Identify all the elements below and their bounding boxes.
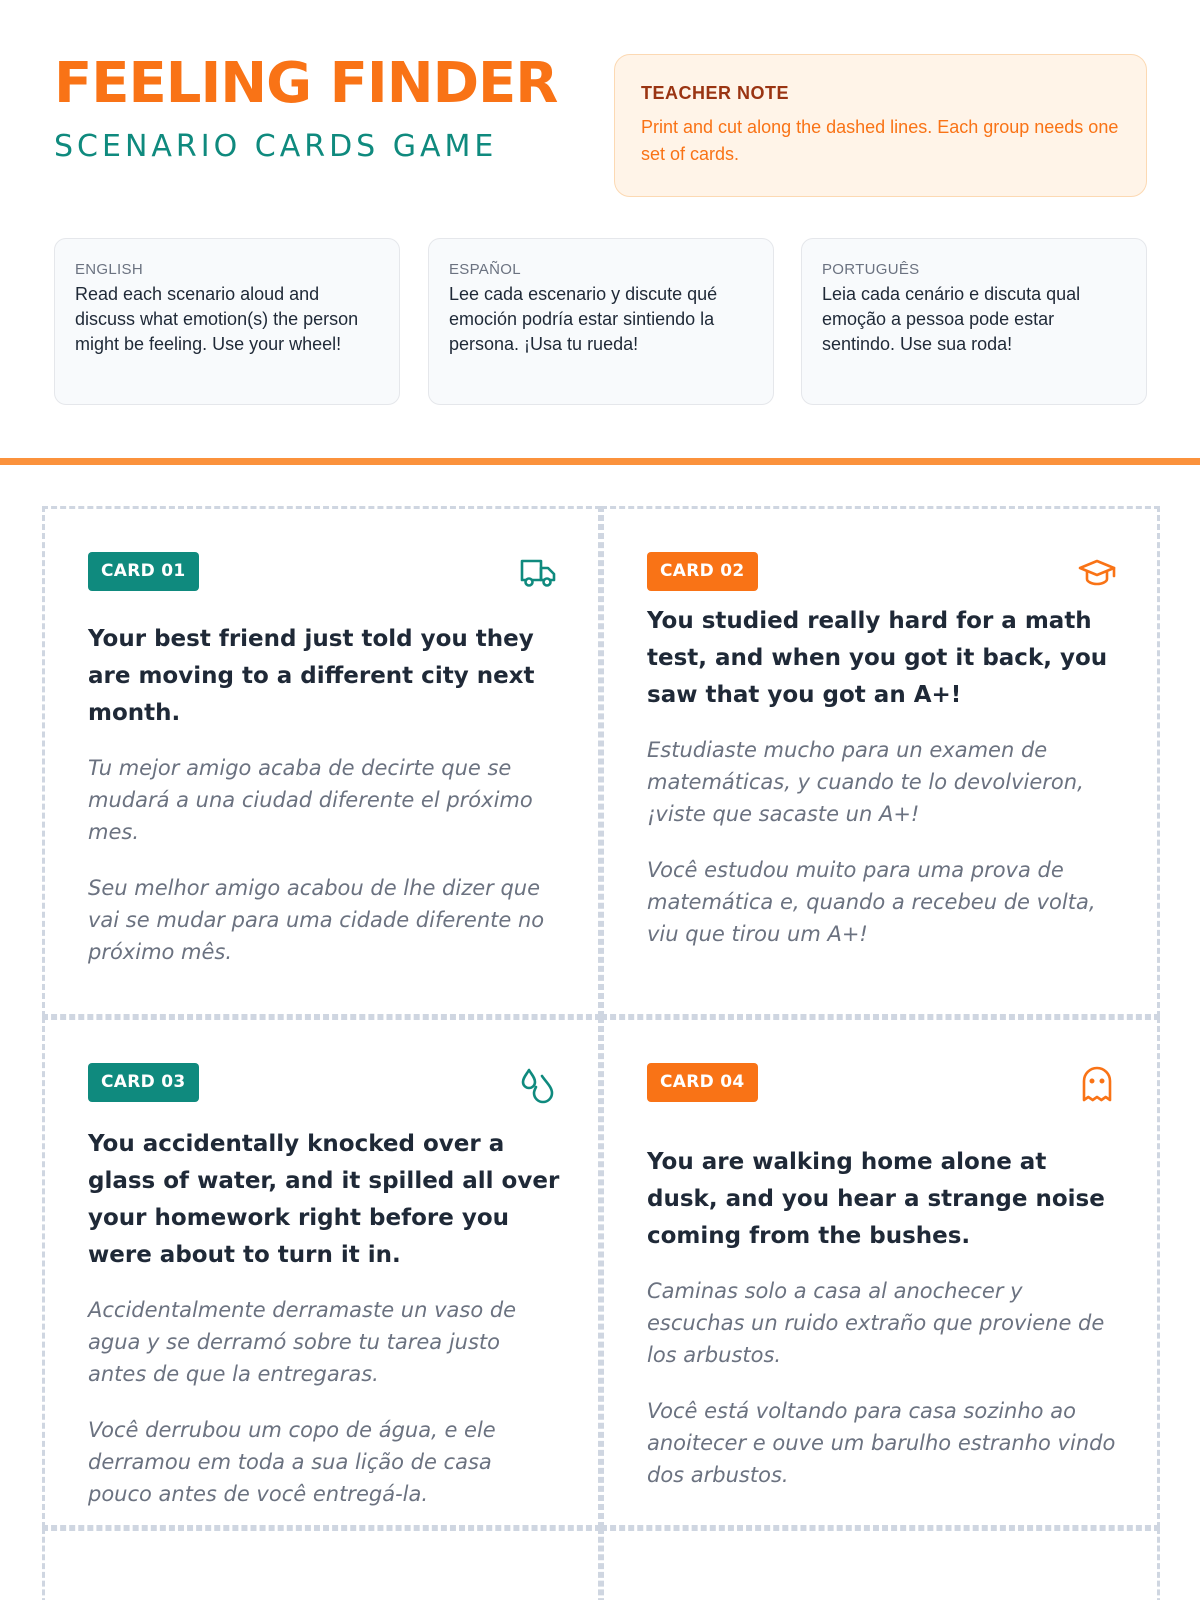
teacher-note [614, 54, 1147, 197]
scenario-portuguese: Seu melhor amigo acabou de lhe dizer que vai se mudar para uma cidade diferente no próximo mês. [88, 876, 545, 964]
ghost-icon [1077, 1064, 1117, 1104]
page-subtitle: SCENARIO CARDS GAME [54, 129, 498, 164]
card-text [88, 621, 562, 968]
instruction-portuguese [801, 238, 1147, 405]
instruction-label: ENGLISH [75, 261, 143, 278]
instruction-spanish [428, 238, 774, 405]
teacher-note-title: TEACHER NOTE [641, 83, 790, 103]
card-badge: CARD 04 [647, 1063, 758, 1102]
droplets-icon [518, 1064, 558, 1104]
page-header [0, 0, 1200, 465]
scenario-spanish: Estudiaste mucho para un examen de matemáticas, y cuando te lo devolvieron, ¡viste que sacaste un A+! [647, 738, 1084, 826]
instruction-text: Leia cada cenário e discuta qual emoção a pessoa pode estar sentindo. Use sua roda! [822, 284, 1081, 354]
card-badge: CARD 03 [88, 1063, 199, 1102]
card-badge: CARD 02 [647, 552, 758, 591]
card-text [88, 1126, 562, 1510]
scenario-card-02 [601, 506, 1160, 1017]
instruction-label: ESPAÑOL [449, 261, 521, 278]
scenario-english: You studied really hard for a math test, and when you got it back, you saw that you got an A+! [647, 608, 1108, 708]
scenario-spanish: Accidentalmente derramaste un vaso de agua y se derramó sobre tu tarea justo antes de que la entregaras. [88, 1298, 517, 1386]
graduation-cap-icon [1077, 553, 1117, 593]
instruction-english [54, 238, 400, 405]
scenario-card-01 [42, 506, 601, 1017]
card-text [647, 1144, 1121, 1491]
scenario-card-partial [42, 1528, 601, 1600]
teacher-note-body: Print and cut along the dashed lines. Each group needs one set of cards. [641, 117, 1119, 164]
instruction-label: PORTUGUÊS [822, 261, 920, 278]
card-badge: CARD 01 [88, 552, 199, 591]
scenario-card-04 [601, 1017, 1160, 1528]
page-title: FEELING FINDER [54, 51, 558, 116]
scenario-portuguese: Você está voltando para casa sozinho ao anoitecer e ouve um barulho estranho vindo dos arbustos. [647, 1399, 1116, 1487]
scenario-card-partial [601, 1528, 1160, 1600]
truck-icon [518, 553, 558, 593]
scenario-english: Your best friend just told you they are moving to a different city next month. [88, 626, 535, 726]
instruction-text: Read each scenario aloud and discuss what emotion(s) the person might be feeling. Use your wheel! [75, 284, 359, 354]
scenario-spanish: Caminas solo a casa al anochecer y escuchas un ruido extraño que proviene de los arbustos. [647, 1279, 1105, 1367]
scenario-english: You accidentally knocked over a glass of water, and it spilled all over your homework right before you were about to turn it in. [88, 1131, 560, 1268]
card-grid [42, 506, 1160, 1600]
scenario-card-03 [42, 1017, 601, 1528]
card-text [647, 603, 1121, 950]
scenario-english: You are walking home alone at dusk, and you hear a strange noise coming from the bushes. [647, 1149, 1105, 1249]
section-divider [0, 458, 1200, 465]
scenario-portuguese: Você estudou muito para uma prova de matemática e, quando a recebeu de volta, viu que tirou um A+! [647, 858, 1096, 946]
instruction-text: Lee cada escenario y discute qué emoción podría estar sintiendo la persona. ¡Usa tu rueda! [449, 284, 718, 354]
scenario-spanish: Tu mejor amigo acaba de decirte que se mudará a una ciudad diferente el próximo mes. [88, 756, 533, 844]
scenario-portuguese: Você derrubou um copo de água, e ele derramou em toda a sua lição de casa pouco antes de você entregá-la. [88, 1418, 496, 1506]
